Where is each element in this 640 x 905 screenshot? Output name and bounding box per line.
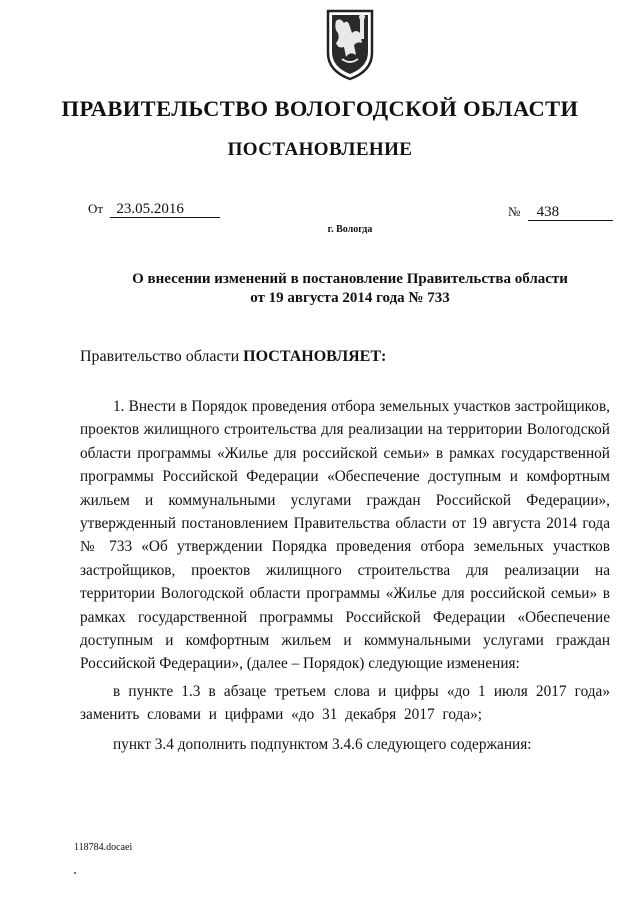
paragraph-3: пункт 3.4 дополнить подпунктом 3.4.6 следующего содержания: (113, 735, 532, 753)
file-code: 118784.docaei (74, 842, 133, 853)
document-number: 438 (528, 204, 613, 221)
number-field (508, 204, 613, 221)
document-subject (70, 270, 630, 308)
subject-line-2: от 19 августа 2014 года № 733 (250, 290, 450, 306)
government-title: ПРАВИТЕЛЬСТВО ВОЛОГОДСКОЙ ОБЛАСТИ (61, 96, 579, 121)
document-type: ПОСТАНОВЛЕНИЕ (227, 139, 413, 160)
coat-of-arms-icon (322, 5, 378, 83)
preamble-text: Правительство области (80, 348, 244, 365)
paragraph-2: в пункте 1.3 в абзаце третьем слова и цифры «до 1 июля 2017 года» заменить словами и цифрами «до 31 декабря 2017 года»; (80, 682, 610, 724)
preamble (80, 348, 386, 366)
scan-speck (74, 872, 76, 874)
date-field (88, 201, 220, 218)
date-prefix: От (88, 201, 104, 216)
city-label: г. Вологда (327, 224, 373, 235)
number-prefix: № (508, 204, 521, 219)
paragraph-1: 1. Внести в Порядок проведения отбора земельных участков застройщиков, проектов жилищного строительства для реализации на территории Вологодской области программы «Жилье для российской семьи» в рамках государственной программы Российской Федерации «Обеспечение доступным и комфортным жильем и коммунальными услугами граждан Российской Федерации», утвержденный постановлением Правительства области от 19 августа 2014 года № 733 «Об утверждении Порядка проведения отбора земельных участков застройщиков, проектов жилищного строительства для реализации на территории Вологодской области программы «Жилье для российской семьи» в рамках государственной программы Российской Федерации «Обеспечение доступным и комфортным жильем и коммунальными услугами граждан Российской Федерации», (далее – Порядок) следующие изменения: (80, 398, 610, 673)
document-body (80, 395, 610, 756)
subject-line-1: О внесении изменений в постановление Правительства области (132, 271, 568, 287)
preamble-emphasis: ПОСТАНОВЛЯЕТ: (243, 348, 387, 365)
document-date: 23.05.2016 (110, 201, 220, 218)
